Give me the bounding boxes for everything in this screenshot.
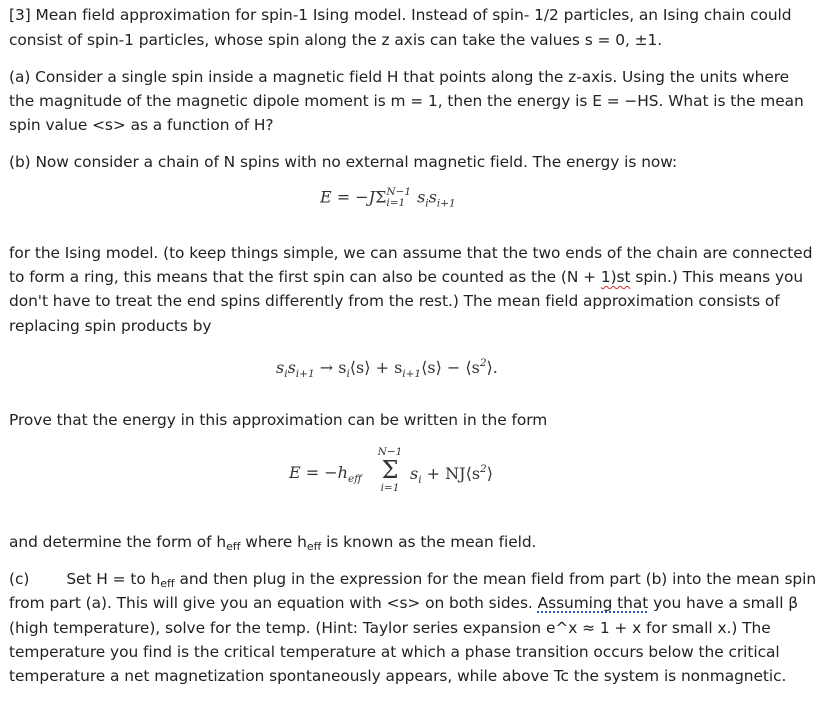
eq2-s: s [276, 358, 285, 377]
part-c-line-2-post: you have a small β [648, 594, 799, 612]
eq3-tail-text: + NJ⟨s [426, 464, 481, 483]
eq2-end: ⟩. [486, 358, 498, 377]
determine-pre: and determine the form of h [9, 533, 227, 551]
part-b-line-3-pre: to form a ring, this means that the first spin can also be counted as the (N + [9, 268, 601, 286]
eq3-upper-limit: N−1 [377, 446, 403, 458]
part-c-line-1 [9, 569, 816, 594]
determine-eff-1: eff [226, 540, 241, 553]
determine-eff-2: eff [306, 540, 322, 553]
intro-line-1: [3] Mean field approximation for spin-1 Ising model. Instead of spin- 1/2 particles, an Ising chain could [9, 6, 792, 24]
eq1-lower-limit: i=1 [386, 197, 406, 209]
determine-mid: where h [240, 533, 307, 551]
intro-line-2: consist of spin-1 particles, whose spin along the z axis can take the values s = 0, ±1. [9, 31, 663, 49]
eq3-eff: eff [347, 473, 362, 485]
prove-line: Prove that the energy in this approximation can be written in the form [9, 411, 548, 429]
part-a-line-3: spin value <s> as a function of H? [9, 116, 274, 134]
eq2-index-i: i [284, 368, 288, 380]
eq3-square: 2 [480, 463, 487, 475]
eq2-rest2: ⟨s⟩ − ⟨s [421, 358, 480, 377]
eq1-limits [386, 187, 411, 209]
part-c-line-3: (high temperature), solve for the temp. (Hint: Taylor series expansion e^x ≈ 1 + x for small x.) The [9, 619, 771, 637]
eq2-s2: s [287, 358, 296, 377]
part-b-line-2: for the Ising model. (to keep things simple, we can assume that the two ends of the chain are connected [9, 244, 813, 262]
eq2-rest1: ⟨s⟩ + s [349, 358, 403, 377]
part-b-line-3-post: spin.) This means you [630, 268, 804, 286]
part-c-line-2 [9, 593, 798, 613]
part-c-line-2-pre: from part (a). This will give you an equation with <s> on both sides. [9, 594, 538, 612]
part-a-line-2: the magnitude of the magnetic dipole moment is m = 1, then the energy is E = −HS. What is the mean [9, 92, 804, 110]
eq3-term: s [410, 464, 419, 483]
eq3-sigma: Σ [381, 456, 399, 484]
grammar-check-mark[interactable]: Assuming that [537, 594, 649, 612]
eq2-index-i1: i+1 [295, 368, 315, 380]
determine-line [9, 532, 536, 557]
eq3-tail-end: ⟩ [486, 464, 493, 483]
mean-field-energy-equation [289, 463, 362, 485]
part-b-line-3 [9, 267, 803, 287]
eq2-index-i1-b: i+1 [402, 368, 422, 380]
eq1-index-i: i [425, 197, 429, 210]
determine-post: is known as the mean field. [321, 533, 537, 551]
eq2-index-i-b: i [346, 368, 350, 380]
eq1-upper-limit: N−1 [386, 186, 412, 198]
eq1-index-i1: i+1 [436, 197, 456, 210]
eq3-tail [410, 463, 493, 486]
part-b-line-5: replacing spin products by [9, 317, 212, 335]
eq1-sigma: Σ [375, 187, 387, 207]
eq3-lower-limit: i=1 [380, 482, 400, 494]
eq3-index: i [418, 474, 422, 486]
part-c-eff: eff [160, 577, 175, 590]
part-b-line-1: (b) Now consider a chain of N spins with no external magnetic field. The energy is now: [9, 153, 678, 171]
energy-equation [320, 187, 456, 210]
eq1-term2: s [428, 187, 437, 207]
part-c-line-5: temperature a net magnetization spontaneously appears, while above Tc the system is nonmagnetic. [9, 667, 787, 685]
part-c-line-1-pre: Set H = to h [66, 570, 161, 588]
eq2-arrow: → s [319, 358, 347, 377]
part-c-line-4: temperature you find is the critical temperature at which a phase transition occurs below the critical [9, 643, 780, 661]
mean-field-replacement-equation [276, 357, 498, 380]
part-b-line-4: don't have to treat the end spins differently from the rest.) The mean field approximation consists of [9, 292, 780, 310]
eq3-summation [376, 446, 404, 494]
part-a-line-1: (a) Consider a single spin inside a magnetic field H that points along the z-axis. Using the units where [9, 68, 790, 86]
eq1-lhs: E = −J [320, 187, 376, 207]
eq2-square: 2 [479, 357, 487, 369]
eq1-term: s [417, 187, 426, 207]
spellcheck-mark[interactable]: 1)st [600, 268, 631, 286]
eq3-lhs: E = −h [289, 463, 348, 482]
part-c-label: (c) [9, 570, 30, 588]
part-c-line-1-post: and then plug in the expression for the mean field from part (b) into the mean spin [174, 570, 817, 588]
